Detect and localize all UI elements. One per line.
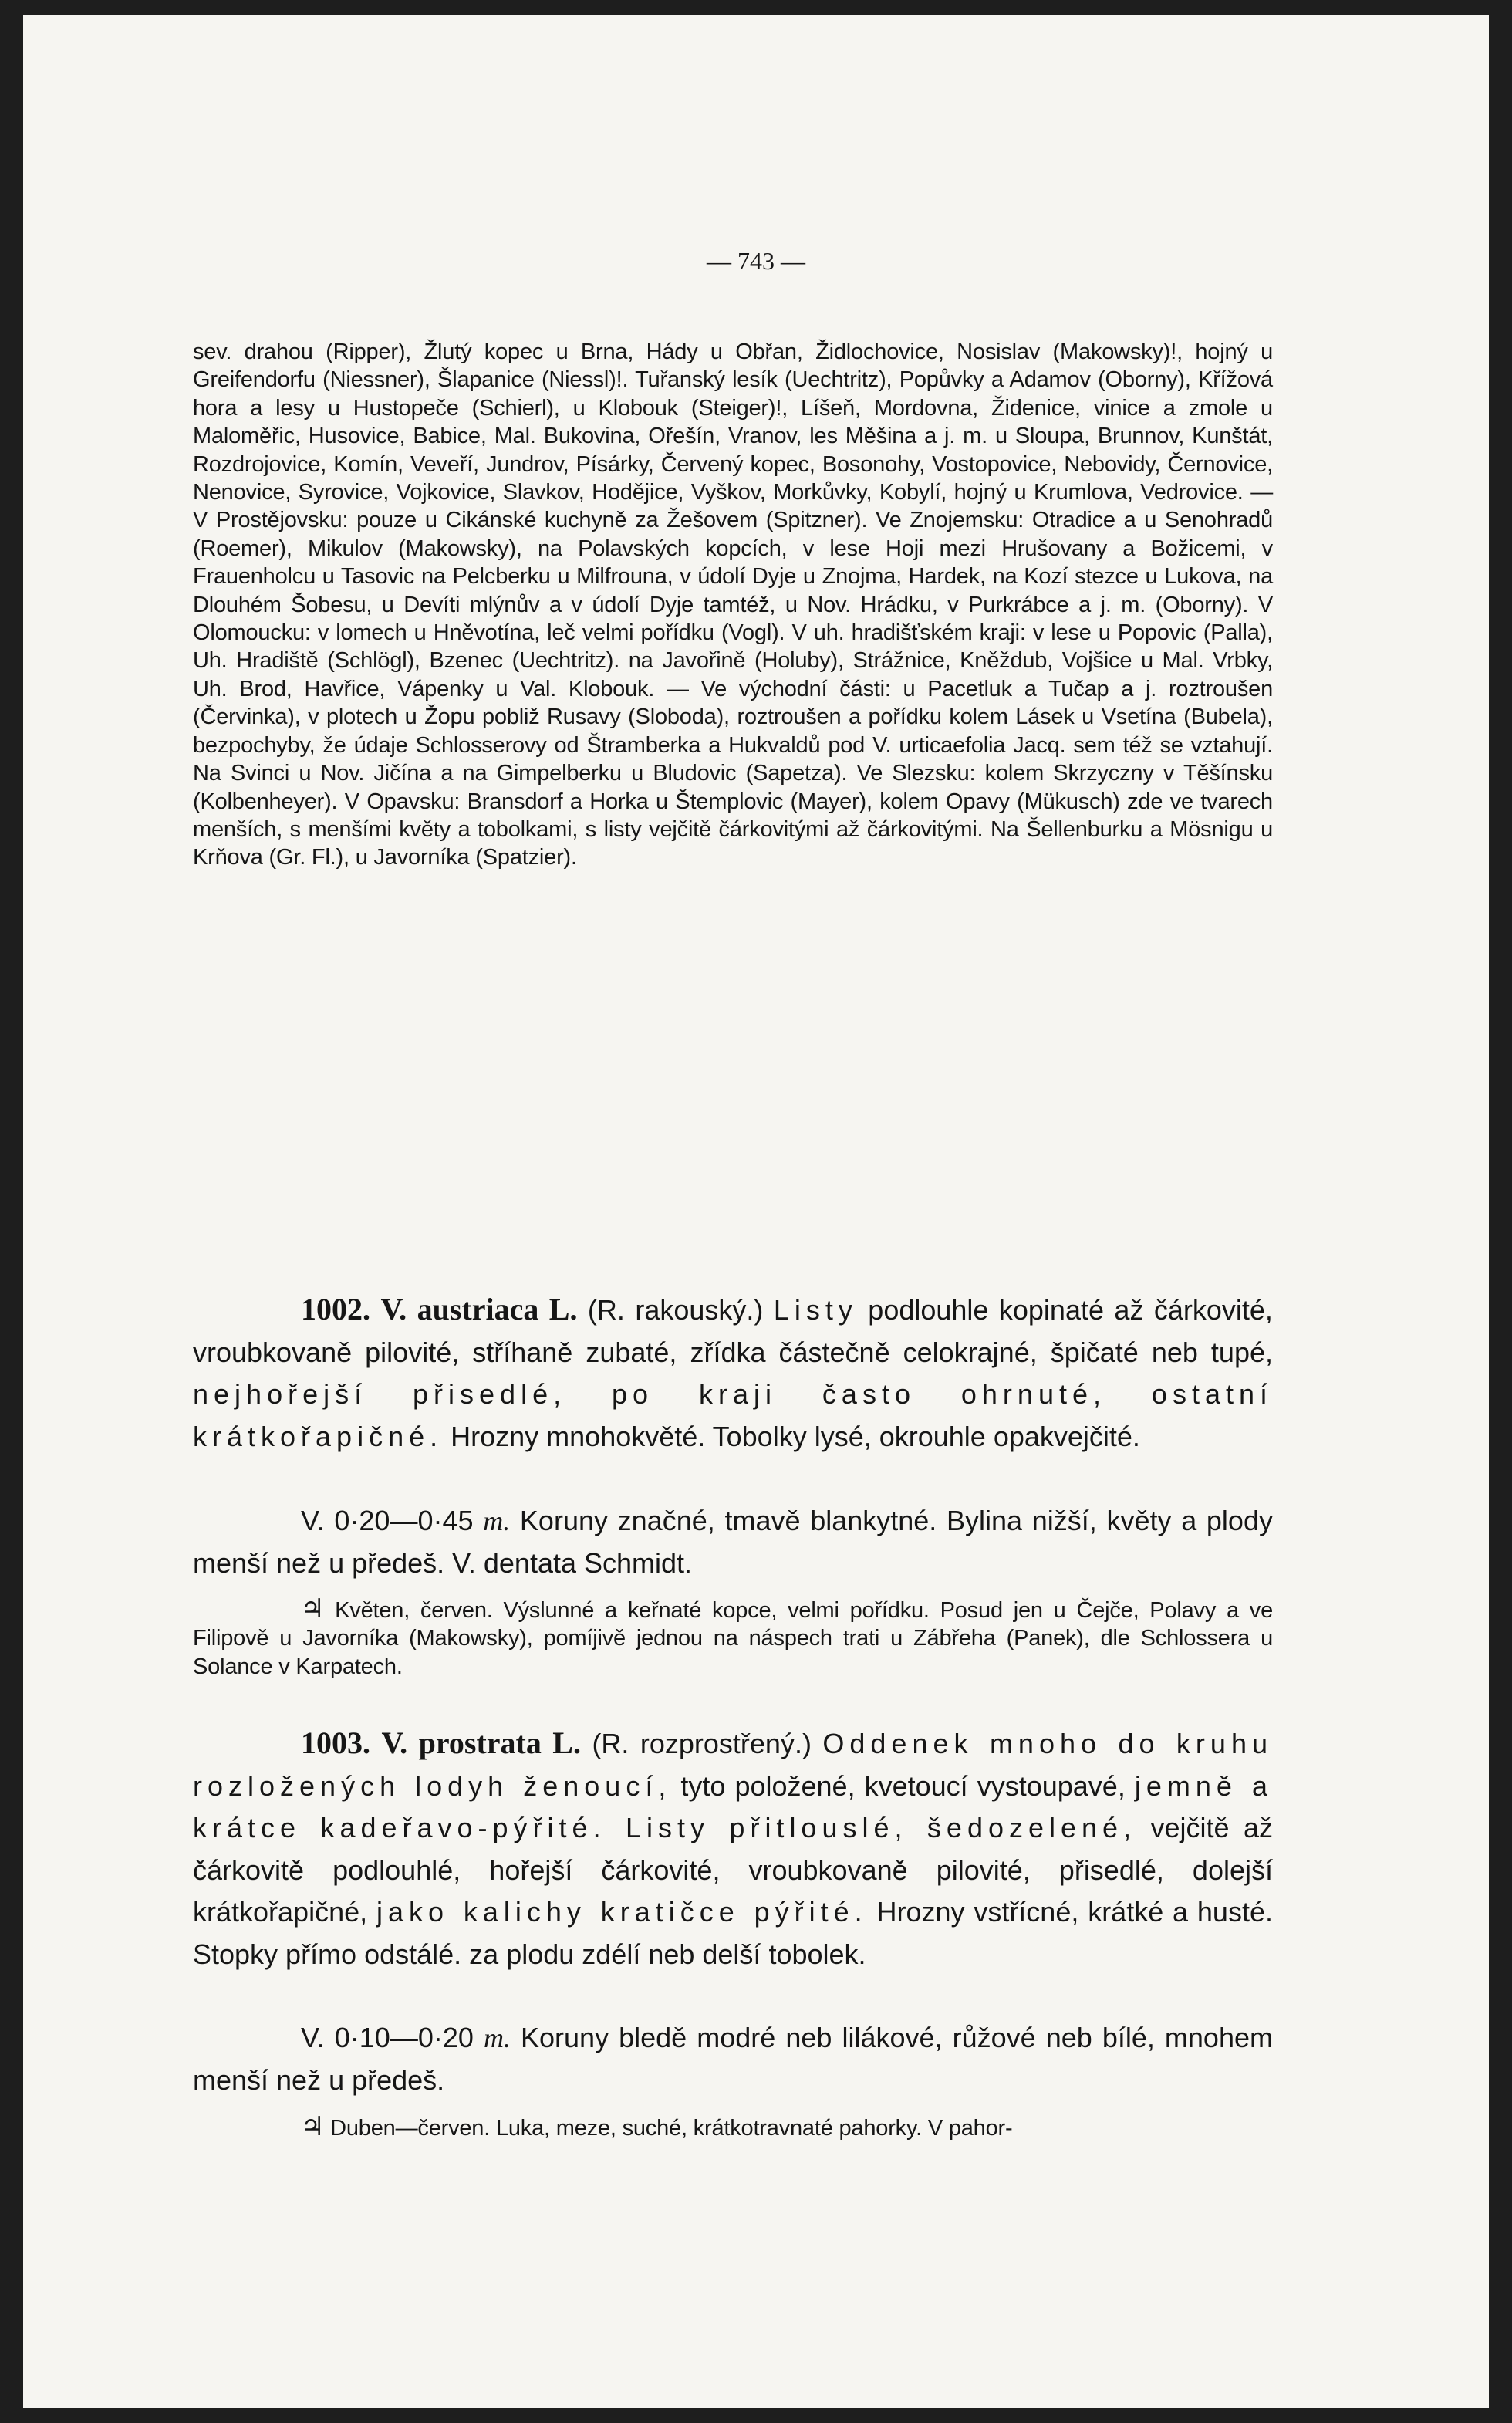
species-1002-habitat	[193, 1595, 1273, 1681]
species-distribution-paragraph	[193, 338, 1273, 872]
species-1002-czech-name: (R. rakouský.)	[587, 1294, 764, 1326]
perennial-symbol: ♃	[301, 1593, 325, 1624]
species-1003-corolla-text: Koruny bledě modré neb lilákové, růžové neb bílé, mnohem menší než u předeš.	[193, 2022, 1273, 2096]
species-1003-czech-name: (R. rozprostřený.)	[592, 1728, 812, 1759]
species-1003-stems-text: tyto položené, kvetoucí vystoupavé,	[680, 1769, 1126, 1802]
species-1002-height	[193, 1500, 1273, 1584]
species-1003-leaves-heading: jemně a krátce kadeřavo-pýřité. Listy přitlouslé, šedozelené,	[193, 1769, 1273, 1843]
species-1002-corolla-text: Koruny značné, tmavě blankytné. Bylina nižší, květy a plody menší než u předeš. V. dentata Schmidt.	[193, 1505, 1273, 1579]
species-1002-number: 1002.	[301, 1292, 370, 1326]
species-1002-leaves-heading: Listy	[773, 1294, 858, 1326]
species-1002-upper-leaves-text: nejhořejší přisedlé, po kraji často ohrnuté, ostatní krátkořapičné.	[193, 1378, 1273, 1452]
species-1003-height-unit: m.	[483, 2023, 511, 2053]
species-1002-habitat-text: Květen, červen. Výslunné a keřnaté kopce, velmi pořídku. Posud jen u Čejče, Polavy a ve Filipově u Javorníka (Makowsky), pomíjivě jednou na náspech trati u Zábřeha (Panek), dle Schlossera u Solance v Karpatech.	[193, 1598, 1274, 1679]
book-page	[23, 15, 1489, 2408]
species-1003-height	[193, 2017, 1273, 2101]
species-1002-racemes-text: Hrozny mnohokvěté. Tobolky lysé, okrouhle opakvejčité.	[451, 1420, 1140, 1452]
species-1002-leaves-text: podlouhle kopinaté až čárkovité, vroubkovaně pilovité, stříhaně zubaté, zřídka částečně celokrajné, špičaté neb tupé,	[193, 1294, 1273, 1368]
species-1003-calyx-text: jako kalichy kratičce pýřité.	[376, 1896, 868, 1928]
species-1003-number: 1003.	[301, 1725, 370, 1760]
perennial-symbol: ♃	[301, 2111, 325, 2142]
species-1003-habitat	[193, 2113, 1273, 2142]
species-1002-height-unit: m.	[483, 1506, 511, 1536]
species-1002-description	[193, 1289, 1273, 1458]
page-number: — 743 —	[707, 247, 805, 275]
species-1002-latin-name: V. austriaca L.	[380, 1292, 578, 1326]
species-1003-height-range: V. 0·10—0·20	[301, 2022, 474, 2053]
species-1003-leaves-text: vejčitě až čárkovitě podlouhlé, hořejší čárkovité, vroubkovaně pilovité, přisedlé, dolejší krátkořapičné,	[193, 1812, 1273, 1928]
species-1002-height-range: V. 0·20—0·45	[301, 1505, 474, 1536]
species-1003-latin-name: V. prostrata L.	[381, 1725, 581, 1760]
distribution-text: sev. drahou (Ripper), Žlutý kopec u Brna, Hády u Obřan, Židlochovice, Nosislav (Makowsky)!, hojný u Greifendorfu (Niessner), Šlapanice (Niessl)!. Tuřanský lesík (Uechtritz), Popůvky a Adamov (Oborny), Křížová hora a lesy u Hustopeče (Schierl), u Klobouk (Steiger)!, Líšeň, Mordovna, Židenice, vinice a zmole u Maloměřic, Husovice, Babice, Mal. Bukovina, Ořešín, Vranov, les Měšina a j. m. u Sloupa, Brunnov, Kunštát, Rozdrojovice, Komín, Veveří, Jundrov, Písárky, Červený kopec, Bosonohy, Vostopovice, Nebovidy, Černovice, Nenovice, Syrovice, Vojkovice, Slavkov, Hodějice, Vyškov, Morkůvky, Kobylí, hojný u Krumlova, Vedrovice. — V Prostějovsku: pouze u Cikánské kuchyně za Žešovem (Spitzner). Ve Znojemsku: Otradice a u Senohradů (Roemer), Mikulov (Makowsky), na Polavských kopcích, v lese Hoji mezi Hrušovany a Božicemi, v Frauenholcu u Tasovic na Pelcberku u Milfrouna, v údolí Dyje u Znojma, Hardek, na Kozí stezce u Lukova, na Dlouhém Šobesu, u Devíti mlýnův a v údolí Dyje tamtéž, u Nov. Hrádku, v Purkrábce a j. m. (Oborny). V Olomoucku: v lomech u Hněvotína, leč velmi pořídku (Vogl). V uh. hradišťském kraji: v lese u Popovic (Palla), Uh. Hradiště (Schlögl), Bzenec (Uechtritz). na Javořině (Holuby), Strážnice, Kněždub, Vojšice u Mal. Vrbky, Uh. Brod, Havřice, Vápenky u Val. Klobouk. — Ve východní části: u Pacetluk a Tučap a j. roztroušen (Červinka), v plotech u Žopu pobliž Rusavy (Sloboda), roztroušen a pořídku kolem Lásek u Vsetína (Bubela), bezpochyby, že údaje Schlosserovy od Štramberka a Hukvaldů pod V. urticaefolia Jacq. sem též se vztahují. Na Svinci u Nov. Jičína a na Gimpelberku u Bludovic (Sapetza). Ve Slezsku: kolem Skrzyczny v Těšínsku (Kolbenheyer). V Opavsku: Bransdorf a Horka u Štemplovic (Mayer), kolem Opavy (Mükusch) zde ve tvarech menších, s menšími květy a tobolkami, s listy vejčitě čárkovitými až čárkovitými. Na Šellenburku a Mösnigu u Krňova (Gr. Fl.), u Javorníka (Spatzier).	[193, 340, 1273, 870]
species-1003-habitat-text: Duben—červen. Luka, meze, suché, krátkotravnaté pahorky. V pahor-	[330, 2116, 1013, 2141]
species-1003-racemes-text: Hrozny vstřícné, krátké a husté. Stopky přímo odstálé. za plodu zdélí neb delší tobolek.	[193, 1896, 1273, 1970]
species-1003-description	[193, 1722, 1273, 1975]
species-1003-rhizome-text: Oddenek mnoho do kruhu rozložených lodyh ženoucí,	[193, 1728, 1273, 1802]
